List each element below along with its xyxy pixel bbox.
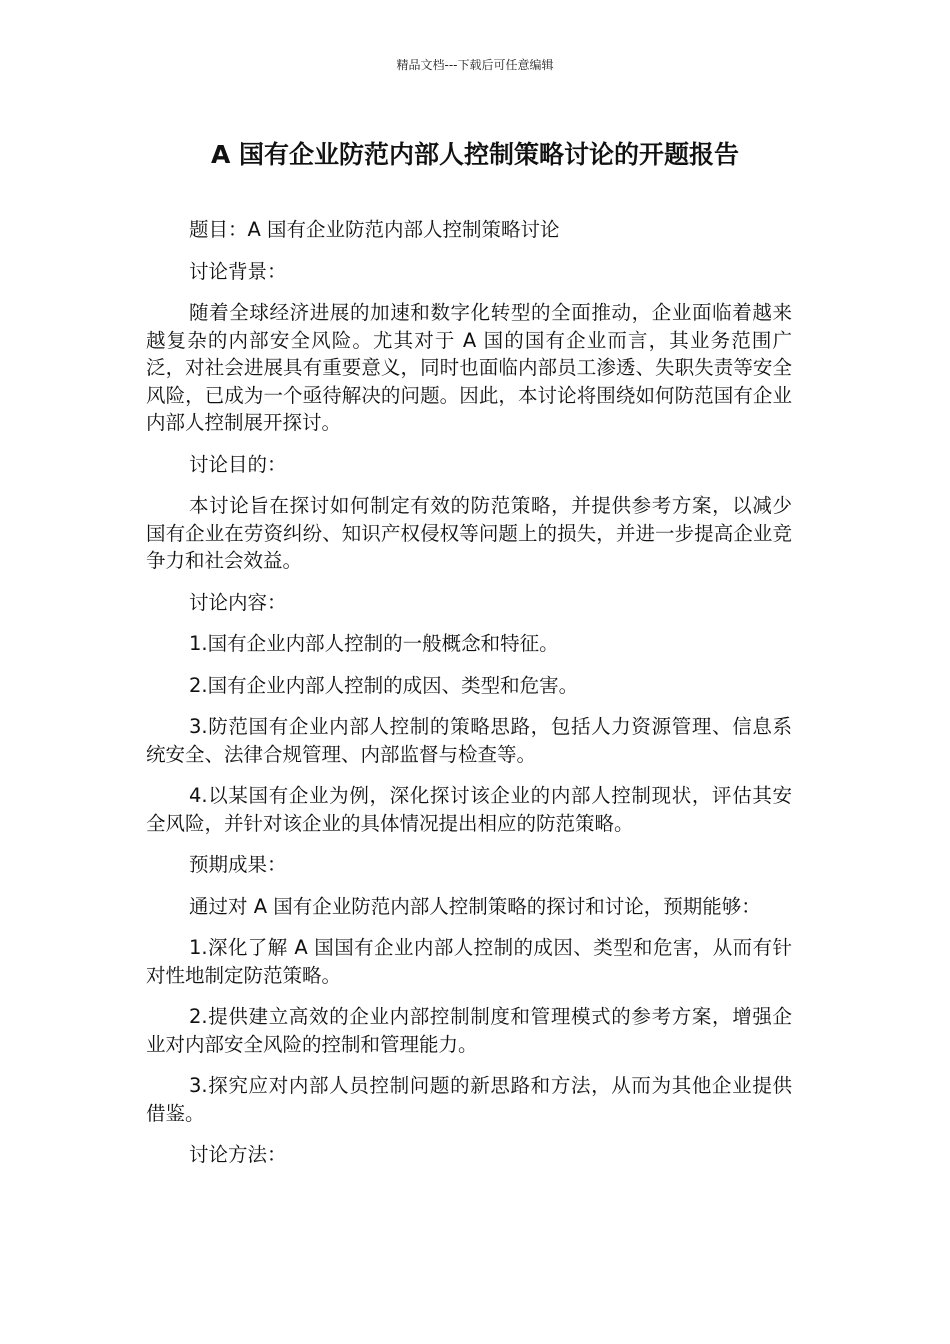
content-item-4: 4.以某国有企业为例，深化探讨该企业的内部人控制现状，评估其安全风险，并针对该企业的具体情况提出相应的防范策略。 (146, 784, 792, 835)
heading-background: 讨论背景： (189, 259, 287, 283)
paragraph-background: 随着全球经济进展的加速和数字化转型的全面推动，企业面临着越来越复杂的内部安全风险。尤其对于 A 国的国有企业而言，其业务范围广泛，对社会进展具有重要意义，同时也面临内部员工渗透、失职失责等安全风险，已成为一个亟待解决的问题。因此，本讨论将围绕如何防范国有企业内部人控制展开探讨。 (146, 301, 792, 434)
heading-content: 讨论内容： (189, 590, 287, 614)
result-item-3: 3.探究应对内部人员控制问题的新思路和方法，从而为其他企业提供借鉴。 (146, 1074, 792, 1125)
heading-expected-results: 预期成果： (189, 853, 287, 876)
paragraph-topic: 题目：A 国有企业防范内部人控制策略讨论 (189, 218, 560, 241)
content-item-3: 3.防范国有企业内部人控制的策略思路，包括人力资源管理、信息系统安全、法律合规管理、内部监督与检查等。 (146, 715, 792, 766)
paragraph-purpose: 本讨论旨在探讨如何制定有效的防范策略，并提供参考方案，以减少国有企业在劳资纠纷、知识产权侵权等问题上的损失，并进一步提高企业竞争力和社会效益。 (146, 494, 792, 572)
result-item-1: 1.深化了解 A 国国有企业内部人控制的成因、类型和危害，从而有针对性地制定防范策略。 (146, 936, 792, 987)
heading-method: 讨论方法： (189, 1143, 287, 1166)
heading-purpose: 讨论目的： (189, 452, 287, 476)
paragraph-expected-intro: 通过对 A 国有企业防范内部人控制策略的探讨和讨论，预期能够： (189, 894, 761, 918)
content-item-1: 1.国有企业内部人控制的一般概念和特征。 (189, 632, 559, 655)
document-title: A 国有企业防范内部人控制策略讨论的开题报告 (210, 140, 740, 169)
result-item-2: 2.提供建立高效的企业内部控制制度和管理模式的参考方案，增强企业对内部安全风险的控制和管理能力。 (146, 1005, 792, 1056)
page-header: 精品文档---下载后可任意编辑 (396, 58, 554, 72)
content-item-2: 2.国有企业内部人控制的成因、类型和危害。 (189, 673, 579, 697)
document-body (146, 216, 792, 1183)
